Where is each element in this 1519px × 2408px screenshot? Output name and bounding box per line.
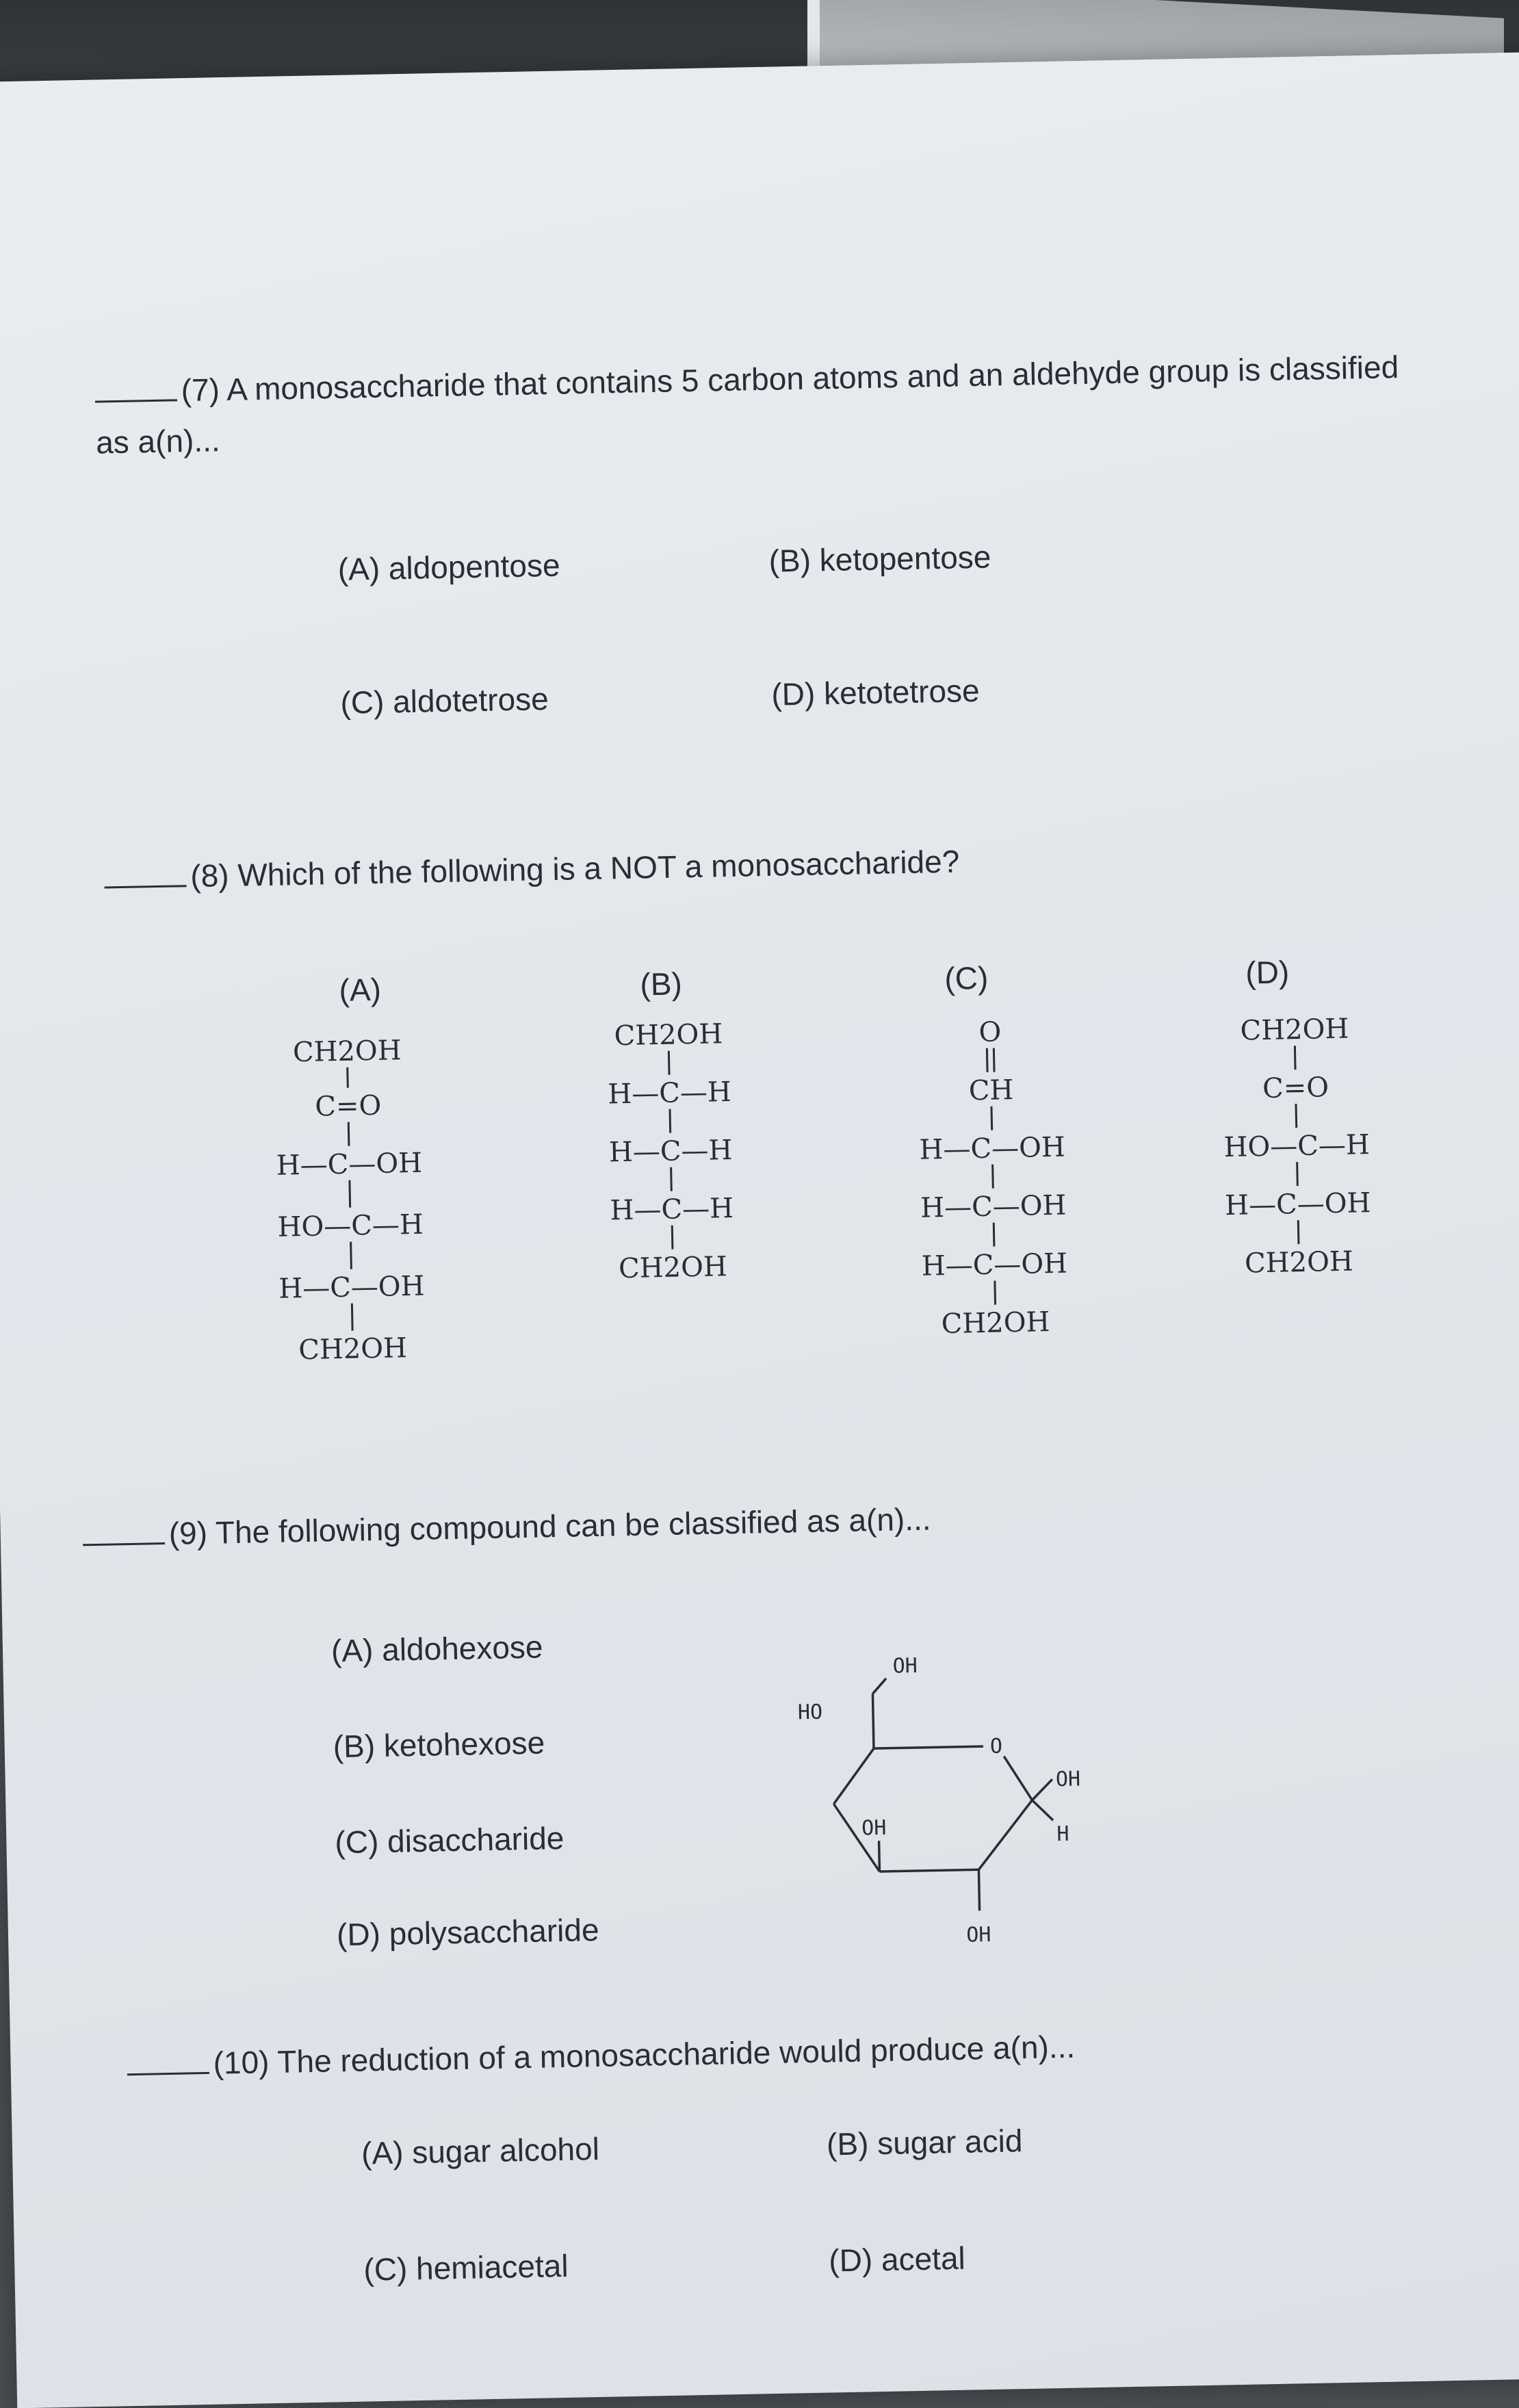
q7-option-b: (B) ketopentose: [768, 539, 991, 579]
struct-d-row-3: HO—C—H: [1223, 1129, 1371, 1164]
struct-c-row-5: H—C—OH: [921, 1247, 1068, 1282]
struct-b-row-2: H—C—H: [607, 1076, 732, 1111]
q8-label-c: (C): [944, 959, 989, 996]
q9-option-c: (C) disaccharide: [334, 1820, 564, 1861]
q7-option-c: (C) aldotetrose: [340, 681, 549, 721]
q8-label-d: (D): [1245, 954, 1290, 991]
q8-label-a: (A): [339, 971, 382, 1008]
ring-label-bottom: OH: [965, 1922, 991, 1947]
structure-d: [1157, 1009, 1451, 1349]
struct-b-row-3: H—C—H: [608, 1134, 733, 1169]
struct-a-row-1: CH2OH: [292, 1035, 402, 1069]
q7-option-d: (D) ketotetrose: [770, 672, 981, 712]
answer-blank-8[interactable]: [105, 885, 187, 888]
struct-c-row-3: H—C—OH: [919, 1131, 1066, 1166]
question-8: [104, 828, 1418, 903]
question-10: [127, 2017, 1359, 2090]
struct-c-row-4: H—C—OH: [920, 1189, 1067, 1224]
struct-d-row-4: H—C—OH: [1224, 1187, 1371, 1222]
question-7-prompt: (7) A monosaccharide that contains 5 carbon atoms and an aldehyde group is classified as a(n)...: [95, 349, 1399, 461]
q9-option-a: (A) aldohexose: [330, 1629, 543, 1669]
structure-b: [538, 1014, 818, 1355]
struct-a-row-5: H—C—OH: [278, 1270, 425, 1305]
struct-d-row-1: CH2OH: [1240, 1013, 1349, 1047]
ring-label-h: H: [1056, 1822, 1069, 1847]
question-7: [94, 342, 1410, 468]
q9-option-b: (B) ketohexose: [333, 1724, 545, 1765]
ring-label-inner: OH: [861, 1815, 887, 1841]
question-9-prompt: (9) The following compound can be classified as a(n)...: [168, 1501, 932, 1551]
q10-option-a: (A) sugar alcohol: [361, 2130, 600, 2171]
question-8-prompt: (8) Which of the following is a NOT a monosaccharide?: [190, 843, 960, 894]
q10-option-d: (D) acetal: [828, 2240, 966, 2279]
q10-option-b: (B) sugar acid: [826, 2123, 1023, 2162]
struct-c-row-2: CH: [968, 1074, 1014, 1107]
structure-a: [217, 1031, 498, 1426]
q9-option-d: (D) polysaccharide: [336, 1911, 599, 1953]
struct-d-row-2: C=O: [1262, 1072, 1329, 1105]
q7-option-a: (A) aldopentose: [337, 547, 560, 587]
q8-label-b: (B): [639, 966, 683, 1002]
struct-b-row-5: CH2OH: [618, 1251, 728, 1285]
question-9: [82, 1488, 1246, 1561]
ring-label-right: OH: [1055, 1767, 1081, 1792]
ring-structure: [755, 1614, 1145, 1984]
struct-c-row-1: O: [978, 1016, 1002, 1049]
structure-c: [853, 1011, 1147, 1406]
struct-a-row-6: CH2OH: [298, 1332, 408, 1367]
worksheet-page: [0, 51, 1519, 2408]
struct-d-row-5: CH2OH: [1244, 1245, 1354, 1280]
q10-option-c: (C) hemiacetal: [363, 2247, 569, 2288]
ring-label-top: OH: [892, 1653, 918, 1679]
struct-c-row-6: CH2OH: [941, 1306, 1050, 1341]
ring-label-left: HO: [797, 1700, 823, 1725]
answer-blank-9[interactable]: [83, 1542, 165, 1546]
struct-a-row-2: C=O: [314, 1089, 382, 1123]
struct-a-row-3: H—C—OH: [276, 1147, 423, 1182]
struct-b-row-1: CH2OH: [614, 1018, 723, 1052]
answer-blank-10[interactable]: [127, 2072, 209, 2075]
question-10-prompt: (10) The reduction of a monosaccharide would produce a(n)...: [213, 2028, 1076, 2081]
struct-a-row-4: HO—C—H: [277, 1208, 424, 1243]
struct-b-row-4: H—C—H: [610, 1192, 734, 1227]
answer-blank-7[interactable]: [95, 399, 177, 402]
ring-label-oxygen: O: [989, 1734, 1003, 1759]
